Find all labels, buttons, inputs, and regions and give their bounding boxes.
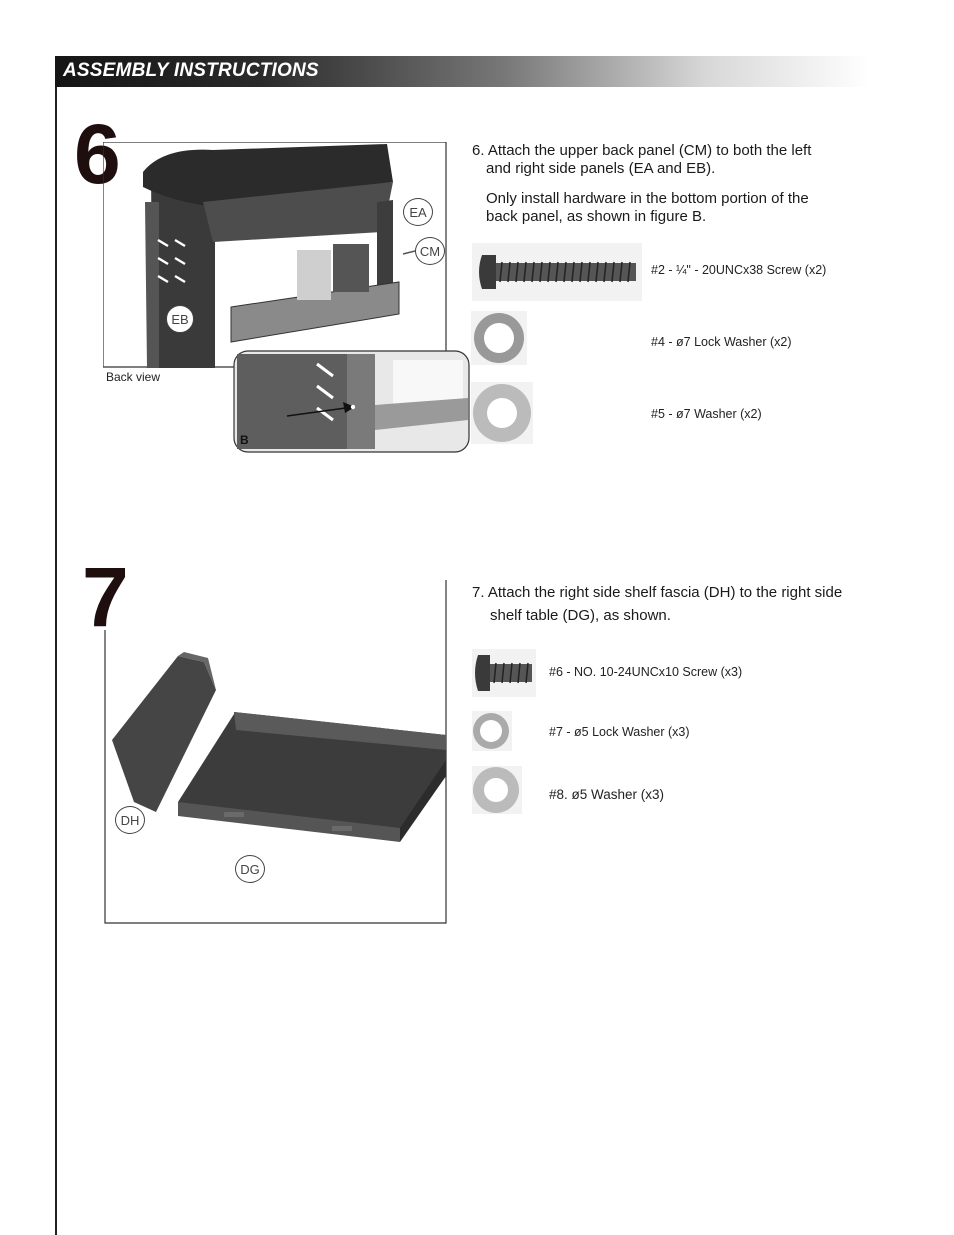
part-4-label: #4 - ø7 Lock Washer (x2): [651, 335, 792, 349]
callout-dh: DH: [115, 806, 145, 834]
screw-icon: [472, 243, 642, 301]
part-2-label: #2 - ¼" - 20UNCx38 Screw (x2): [651, 263, 827, 277]
figure-caption: Back view: [106, 370, 161, 384]
callout-cm: CM: [415, 237, 445, 265]
step-7-instruction: [472, 581, 842, 627]
washer-icon: [472, 766, 522, 814]
callout-ea: EA: [403, 198, 433, 226]
step-6-note-line1: Only install hardware in the bottom portion of the: [486, 190, 809, 207]
step-6-note-line2: back panel, as shown in figure B.: [486, 208, 707, 225]
section-title: ASSEMBLY INSTRUCTIONS: [63, 60, 319, 81]
step-6-number: 6: [74, 107, 118, 201]
part-7-label: #7 - ø5 Lock Washer (x3): [549, 725, 690, 739]
callout-eb: EB: [166, 305, 194, 333]
step-7-number: 7: [82, 550, 126, 644]
part-6-label: #6 - NO. 10-24UNCx10 Screw (x3): [549, 665, 743, 679]
section-header: [55, 56, 870, 87]
callout-dg: DG: [235, 855, 265, 883]
left-margin-rule: [55, 87, 57, 1235]
lock-washer-icon: [472, 711, 512, 751]
lock-washer-icon: [471, 311, 527, 365]
part-8-label: #8. ø5 Washer (x3): [549, 787, 665, 802]
step-6-note: [486, 190, 809, 226]
washer-icon: [471, 382, 533, 444]
step-7-instruction-line2: shelf table (DG), as shown.: [490, 607, 671, 624]
screw-icon: [472, 649, 536, 697]
step-7-instruction-line1: 7. Attach the right side shelf fascia (DH) to the right side: [472, 584, 843, 601]
detail-b-label: B: [240, 433, 249, 447]
step-6-instruction-line1: 6. Attach the upper back panel (CM) to both the left: [472, 142, 812, 159]
detail-b-figure: [233, 350, 470, 453]
step-6-instruction-line2: and right side panels (EA and EB).: [486, 160, 716, 177]
step-6-back-view-figure: [103, 142, 447, 368]
step-6-instruction: [472, 142, 811, 178]
step-7-shelf-figure: [104, 580, 448, 925]
part-5-label: #5 - ø7 Washer (x2): [651, 407, 762, 421]
